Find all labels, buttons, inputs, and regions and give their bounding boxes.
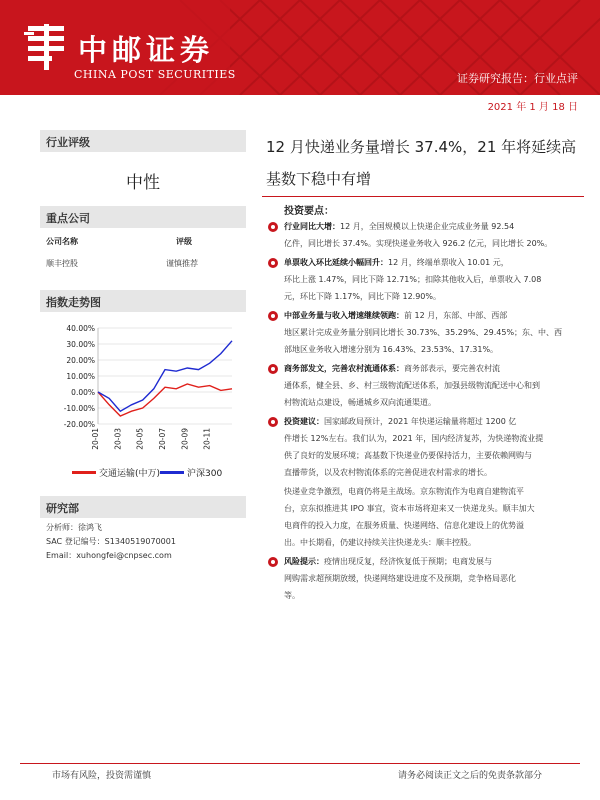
investment-point bbox=[284, 360, 584, 411]
paragraph-line: 出。中长期看，仍建议持续关注快递龙头：顺丰控股。 bbox=[284, 538, 476, 547]
point-line: 部地区业务收入增速分别为 16.43%、23.53%、17.31%。 bbox=[284, 345, 499, 354]
x-tick-label: 20-03 bbox=[113, 428, 123, 450]
y-tick-label: -20.00% bbox=[63, 420, 95, 429]
point-line: 供了良好的发展环境；高基数下快递业仍要保持活力，主要依赖网购与 bbox=[284, 451, 532, 460]
point-line: 单票收入环比延续小幅回升：12 月，终端单票收入 10.01 元， bbox=[284, 258, 509, 267]
point-line: 地区累计完成业务量分别同比增长 30.73%、35.29%、29.45%；东、中、西 bbox=[284, 328, 563, 337]
risk-bullet-icon bbox=[268, 557, 278, 567]
x-tick-label: 20-07 bbox=[158, 428, 167, 450]
index-trend-section-title: 指数走势图 bbox=[46, 296, 101, 309]
risk-line: 风险提示：疫情出现反复，经济恢复低于预期；电商发展与 bbox=[284, 557, 492, 566]
rating-value: 中性 bbox=[126, 173, 160, 193]
point-line: 环比上涨 1.47%，同比下降 12.71%；扣除其他收入后，单票收入 7.08 bbox=[284, 275, 542, 284]
y-tick-label: -10.00% bbox=[63, 404, 95, 413]
header-banner bbox=[0, 0, 600, 95]
risk-line: 等。 bbox=[284, 591, 300, 600]
investment-point bbox=[284, 254, 584, 305]
analyst-sac-number: SAC 登记编号：S1340519070001 bbox=[46, 537, 176, 546]
point-line: 投资建议：国家邮政局预计，2021 年快递运输量将超过 1200 亿 bbox=[284, 417, 517, 426]
company-name-cell: 顺丰控股 bbox=[46, 259, 78, 268]
y-tick-label: 0.00% bbox=[71, 388, 95, 397]
report-date: 2021 年 1 月 18 日 bbox=[487, 102, 578, 113]
series-line-transport bbox=[98, 384, 232, 416]
rating-section-title: 行业评级 bbox=[46, 136, 90, 149]
risk-warning bbox=[284, 553, 584, 604]
y-tick-label: 40.00% bbox=[66, 324, 95, 333]
x-tick-label: 20-09 bbox=[180, 428, 190, 450]
researcher-section-title: 研究部 bbox=[46, 502, 79, 515]
company-rating-cell: 谨慎推荐 bbox=[166, 259, 198, 268]
legend-label-transport: 交通运输(中万) bbox=[99, 469, 161, 479]
analyst-email: Email：xuhongfei@cnpsec.com bbox=[46, 551, 172, 560]
key-companies-header-rating: 评级 bbox=[176, 237, 192, 246]
report-title-line-1: 12 月快递业务量增长 37.4%，21 年将延续高 bbox=[266, 138, 577, 156]
footer-disclaimer: 请务必阅读正文之后的免责条款部分 bbox=[397, 771, 542, 781]
point-line: 商务部发文，完善农村流通体系：商务部表示，要完善农村流 bbox=[284, 364, 500, 373]
paragraph-line: 电商件的投入力度，在服务质量、快递网络、信息化建设上的优势溢 bbox=[284, 521, 524, 530]
footer-divider bbox=[20, 763, 580, 764]
paragraph-line: 台，京东拟推进其 IPO 事宜，资本市场将迎来又一快递龙头。顺丰加大 bbox=[284, 504, 535, 513]
point-bullet-icon bbox=[268, 222, 278, 232]
competition-paragraph bbox=[284, 483, 584, 551]
x-tick-label: 20-01 bbox=[91, 428, 100, 450]
point-line: 行业同比大增：12 月，全国规模以上快递企业完成业务量 92.54 bbox=[284, 222, 515, 231]
investment-point bbox=[284, 218, 584, 252]
legend-label-csi300: 沪深300 bbox=[187, 469, 223, 479]
point-line: 直播带货，以及农村物流体系的完善促进农村需求的增长。 bbox=[284, 468, 492, 477]
point-line: 亿件，同比增长 37.4%。实现快递业务收入 926.2 亿元，同比增长 20%。 bbox=[284, 239, 553, 248]
investment-point bbox=[284, 307, 584, 358]
key-companies-section-title: 重点公司 bbox=[46, 212, 90, 225]
point-line: 件增长 12%左右。我们认为，2021 年，国内经济复苏，为快递物流业提 bbox=[284, 434, 544, 443]
x-tick-label: 20-05 bbox=[135, 428, 145, 450]
brand-name-chinese: 中邮证券 bbox=[78, 33, 215, 67]
brand-name-english: CHINA POST SECURITIES bbox=[74, 68, 236, 81]
analyst-name: 分析师：徐鸿飞 bbox=[46, 523, 102, 532]
investment-point bbox=[284, 413, 584, 481]
index-trend-chart bbox=[56, 322, 236, 462]
point-line: 通体系，健全县、乡、村三级物流配送体系，加强县级物流配送中心和到 bbox=[284, 381, 540, 390]
point-bullet-icon bbox=[268, 258, 278, 268]
footer-risk-notice: 市场有风险，投资需谨慎 bbox=[52, 771, 152, 781]
key-companies-header-name: 公司名称 bbox=[46, 237, 78, 246]
report-type: 证券研究报告：行业点评 bbox=[457, 72, 578, 85]
china-post-logo-icon bbox=[24, 22, 68, 72]
x-tick-label: 20-11 bbox=[202, 428, 212, 450]
title-divider bbox=[262, 196, 584, 197]
point-line: 中部业务量与收入增速继续领跑：前 12 月，东部、中部、西部 bbox=[284, 311, 508, 320]
investment-points-heading: 投资要点： bbox=[284, 206, 334, 217]
legend-swatch-transport bbox=[72, 471, 96, 474]
risk-line: 网购需求超预期放缓，快递网络建设进度不及预期，竞争格局恶化 bbox=[284, 574, 516, 583]
y-tick-label: 20.00% bbox=[66, 356, 95, 365]
point-bullet-icon bbox=[268, 417, 278, 427]
y-tick-label: 30.00% bbox=[66, 340, 95, 349]
point-line: 元，环比下降 1.17%，同比下降 12.90%。 bbox=[284, 292, 442, 301]
paragraph-line: 快递业竞争激烈，电商仍将是主战场。京东物流作为电商自建物流平 bbox=[284, 487, 524, 496]
report-title-line-2: 基数下稳中有增 bbox=[266, 170, 372, 188]
point-bullet-icon bbox=[268, 364, 278, 374]
point-line: 村物流站点建设，畅通城乡双向流通渠道。 bbox=[284, 398, 436, 407]
point-bullet-icon bbox=[268, 311, 278, 321]
legend-swatch-csi300 bbox=[160, 471, 184, 474]
y-tick-label: 10.00% bbox=[66, 372, 95, 381]
